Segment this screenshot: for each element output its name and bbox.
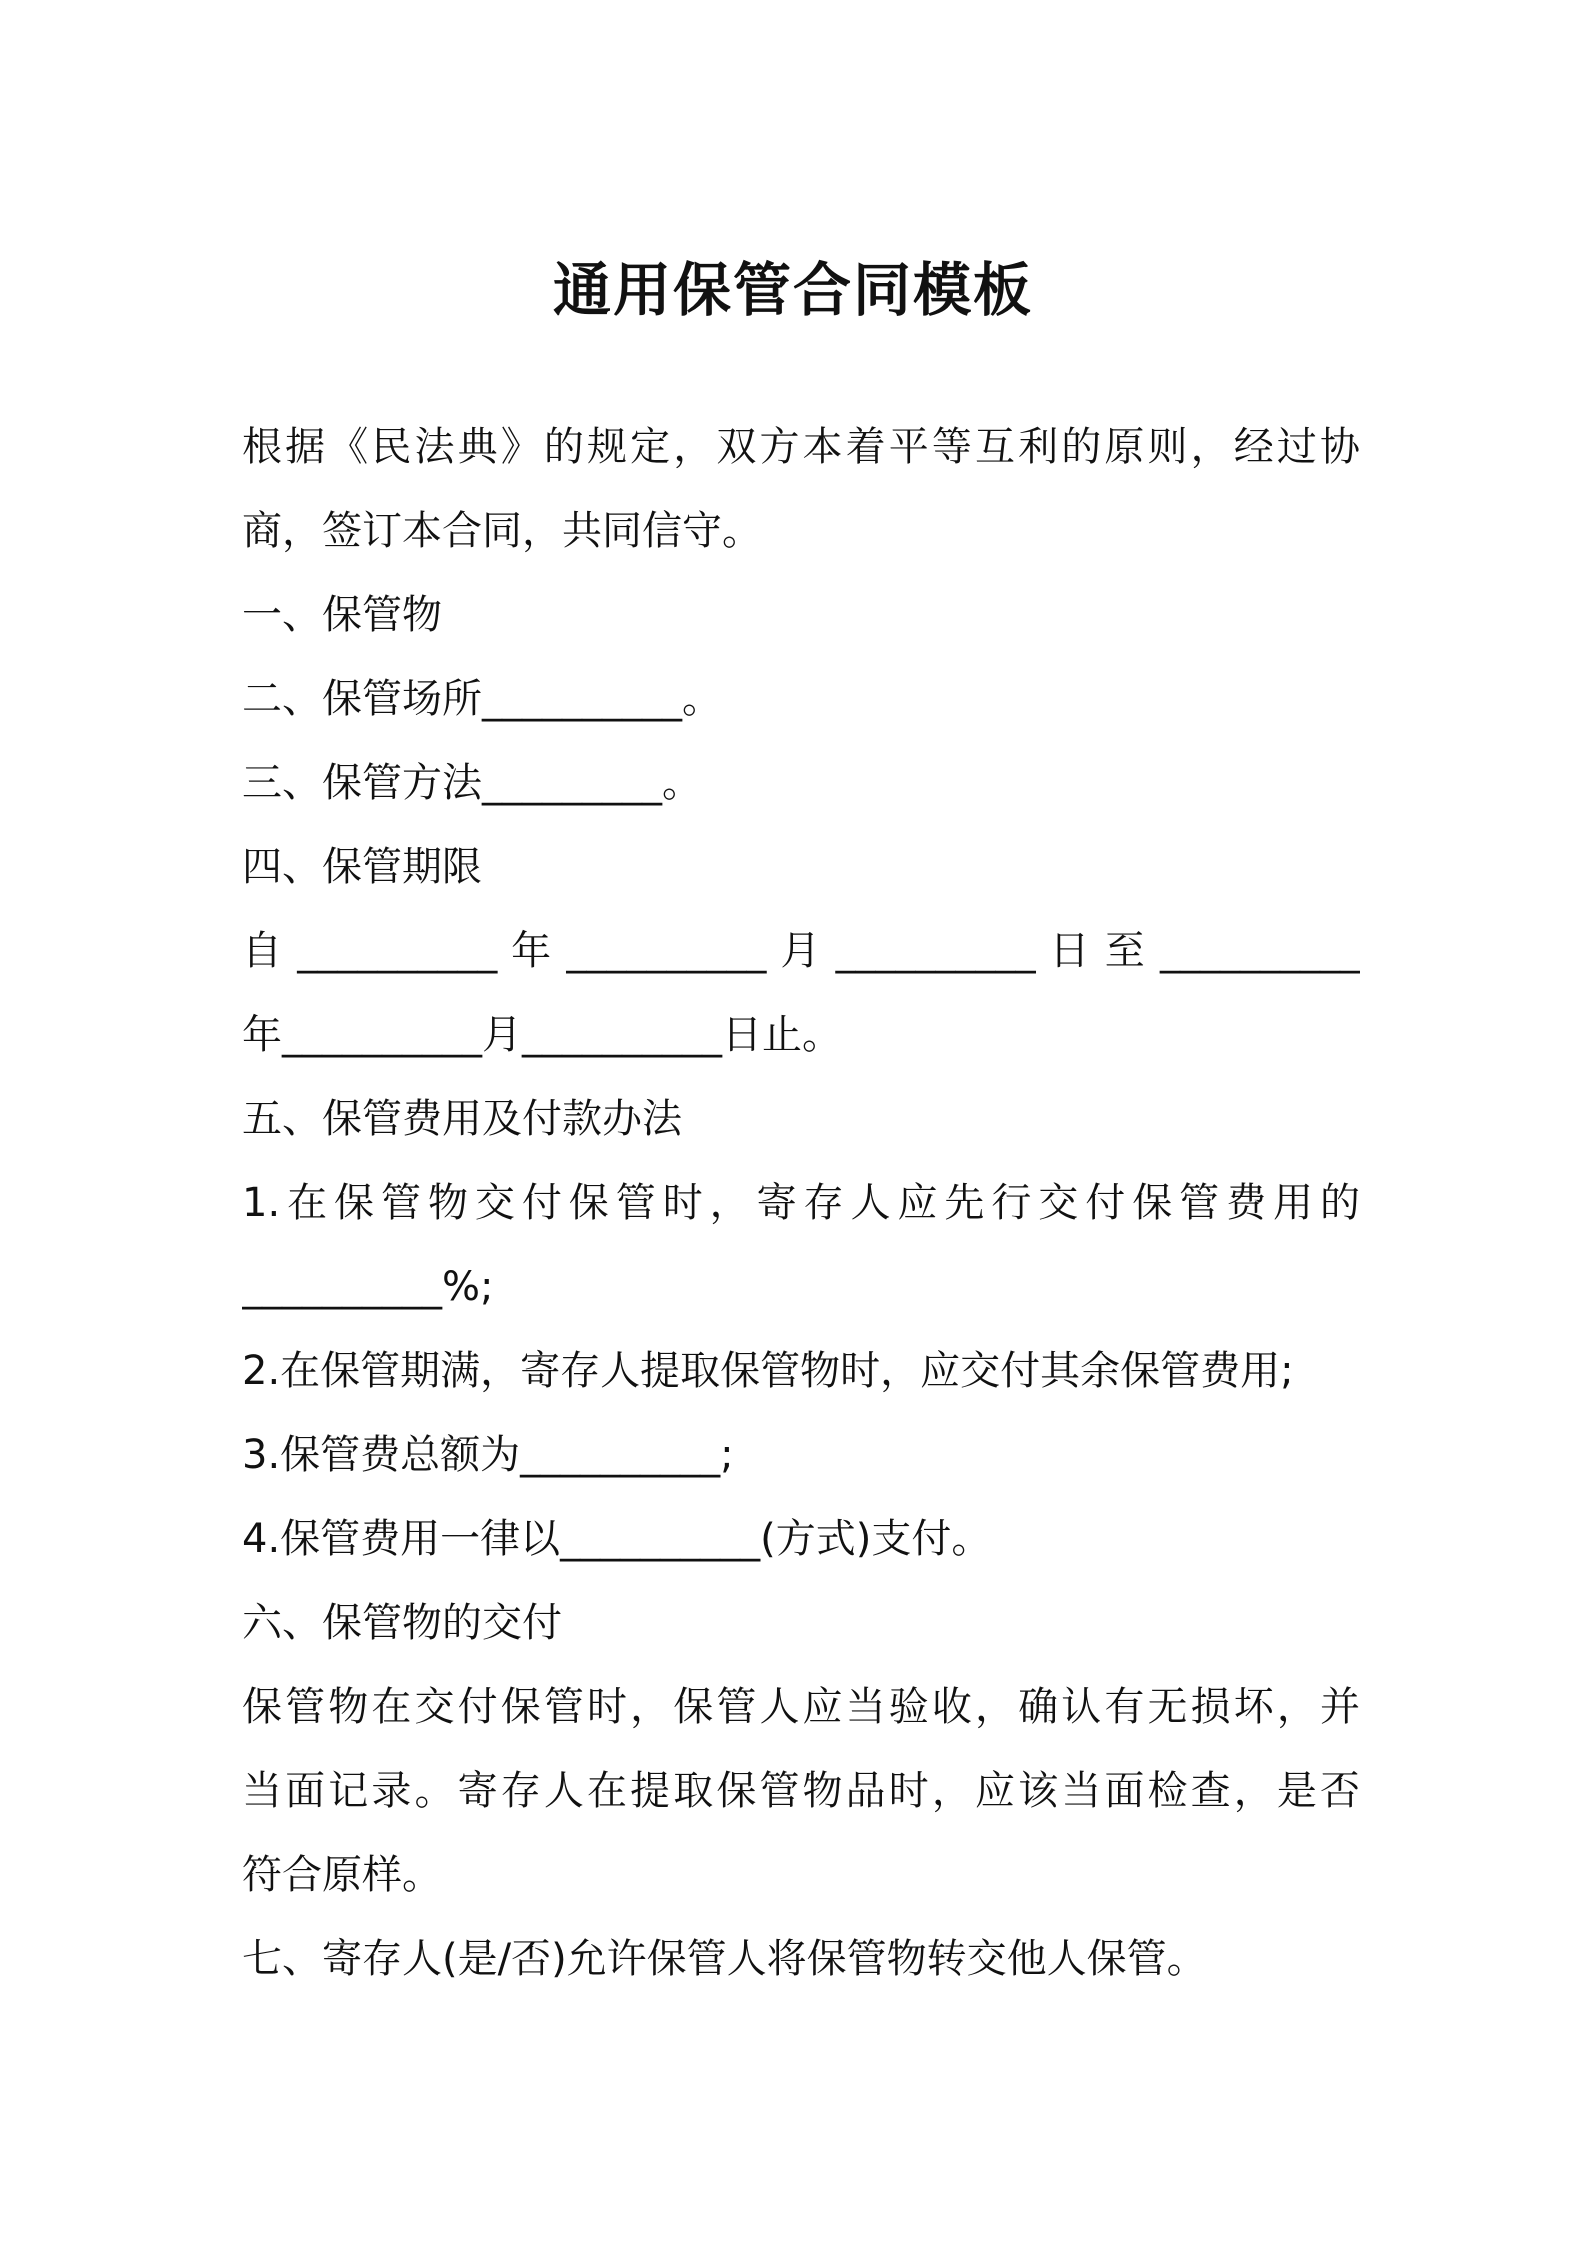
section-heading-6: 六、保管物的交付	[242, 1600, 562, 1646]
document-body	[242, 405, 1360, 2001]
section-heading-4: 四、保管期限	[242, 844, 482, 890]
fee-clause-2: 2.在保管期满，寄存人提取保管物时，应交付其余保管费用;	[242, 1348, 1294, 1394]
delivery-line-3: 符合原样。	[242, 1852, 442, 1898]
fee-clause-1-line-1: 1.在保管物交付保管时，寄存人应先行交付保管费用的	[242, 1180, 1360, 1226]
fee-clause-3: 3.保管费总额为__________;	[242, 1432, 734, 1478]
preamble-line-2: 商，签订本合同，共同信守。	[242, 508, 762, 554]
section-heading-5: 五、保管费用及付款办法	[242, 1096, 682, 1142]
fee-clause-1-line-2: __________%;	[242, 1264, 494, 1310]
document-title: 通用保管合同模板	[552, 256, 1033, 324]
delivery-line-2: 当面记录。寄存人在提取保管物品时，应该当面检查，是否	[242, 1768, 1360, 1814]
section-heading-3: 三、保管方法_________。	[242, 760, 702, 806]
section-heading-2: 二、保管场所__________。	[242, 676, 722, 722]
section-heading-7: 七、寄存人(是/否)允许保管人将保管物转交他人保管。	[242, 1936, 1207, 1982]
section-heading-1: 一、保管物	[242, 592, 442, 638]
delivery-line-1: 保管物在交付保管时，保管人应当验收，确认有无损坏，并	[242, 1684, 1360, 1730]
term-line-2: 年__________月__________日止。	[242, 1012, 842, 1058]
term-line-1: 自 __________ 年 __________ 月 __________ 日 至 __________	[242, 928, 1360, 974]
fee-clause-4: 4.保管费用一律以__________(方式)支付。	[242, 1516, 992, 1562]
preamble-line-1: 根据《民法典》的规定，双方本着平等互利的原则，经过协	[242, 424, 1360, 470]
